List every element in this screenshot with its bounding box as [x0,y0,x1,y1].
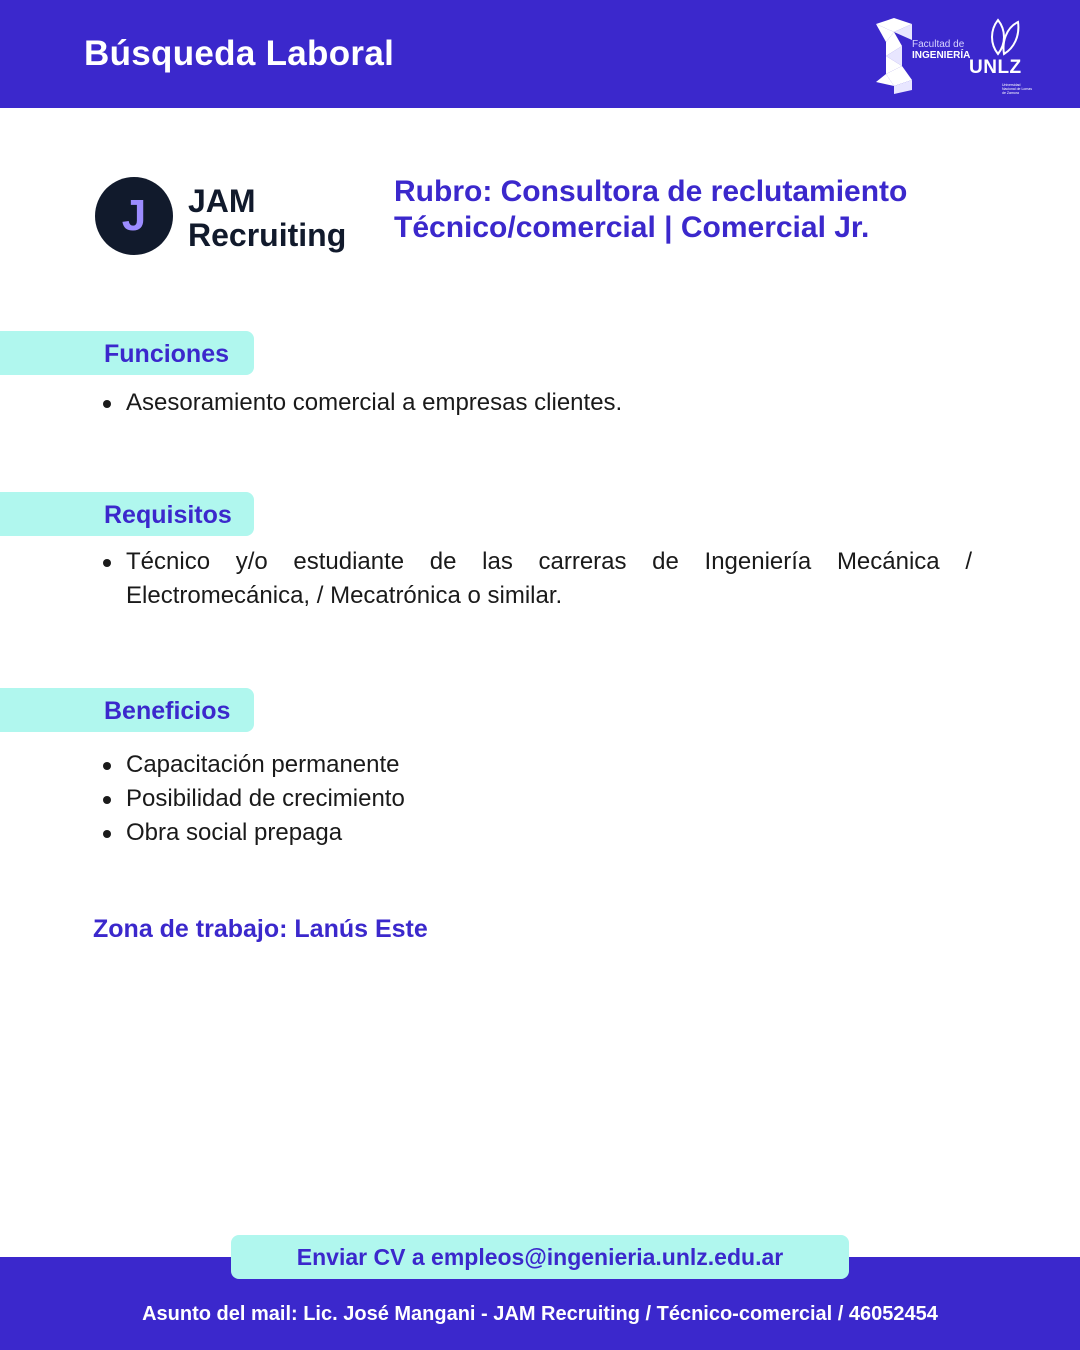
company-name-line1: JAM [188,183,256,219]
position-rubro: Rubro: Consultora de reclutamiento [394,175,908,208]
section-tag-beneficios [0,688,254,732]
section-label-requisitos: Requisitos [104,501,232,529]
unlz-wordmark: UNLZ [969,57,1022,78]
section-label-funciones: Funciones [104,340,230,368]
work-zone: Zona de trabajo: Lanús Este [93,915,428,943]
leaf-icon [988,16,1022,56]
page-title: Búsqueda Laboral [84,34,395,73]
send-cv-text[interactable]: Enviar CV a empleos@ingenieria.unlz.edu.ar [296,1244,784,1270]
section-tag-funciones [0,331,254,375]
faculty-logo-line1: Facultad de [912,39,965,50]
list-item: Asesoramiento comercial a empresas clientes. [98,386,978,420]
send-cv-banner[interactable] [231,1235,849,1279]
funciones-list [98,386,978,420]
company-name-line2: Recruiting [188,217,347,253]
unlz-subtitle: Universidad Nacional de Lomas de Zamora [1002,83,1032,95]
list-item: Posibilidad de crecimiento [98,782,978,816]
unlz-logo [966,16,1036,96]
list-item: Capacitación permanente [98,748,978,782]
list-item: Obra social prepaga [98,816,978,850]
requisitos-list [98,545,972,613]
company-logo [95,177,365,257]
faculty-mark-icon [872,18,912,94]
company-logo-badge [95,177,173,255]
list-item: Técnico y/o estudiante de las carreras de Ingeniería Mecánica / Electromecánica, / Mecatrónica o similar. [98,545,972,613]
email-subject: Asunto del mail: Lic. José Mangani - JAM Recruiting / Técnico-comercial / 46052454 [142,1303,938,1325]
beneficios-list [98,748,978,850]
section-tag-requisitos [0,492,254,536]
company-name [188,184,346,252]
faculty-logo [872,18,972,94]
header-bar [0,0,1080,108]
section-label-beneficios: Beneficios [104,697,231,725]
company-logo-letter: J [121,191,147,240]
faculty-logo-line2: INGENIERÍA [912,50,971,61]
position-title: Técnico/comercial | Comercial Jr. [394,211,870,244]
position-heading [394,174,1044,246]
